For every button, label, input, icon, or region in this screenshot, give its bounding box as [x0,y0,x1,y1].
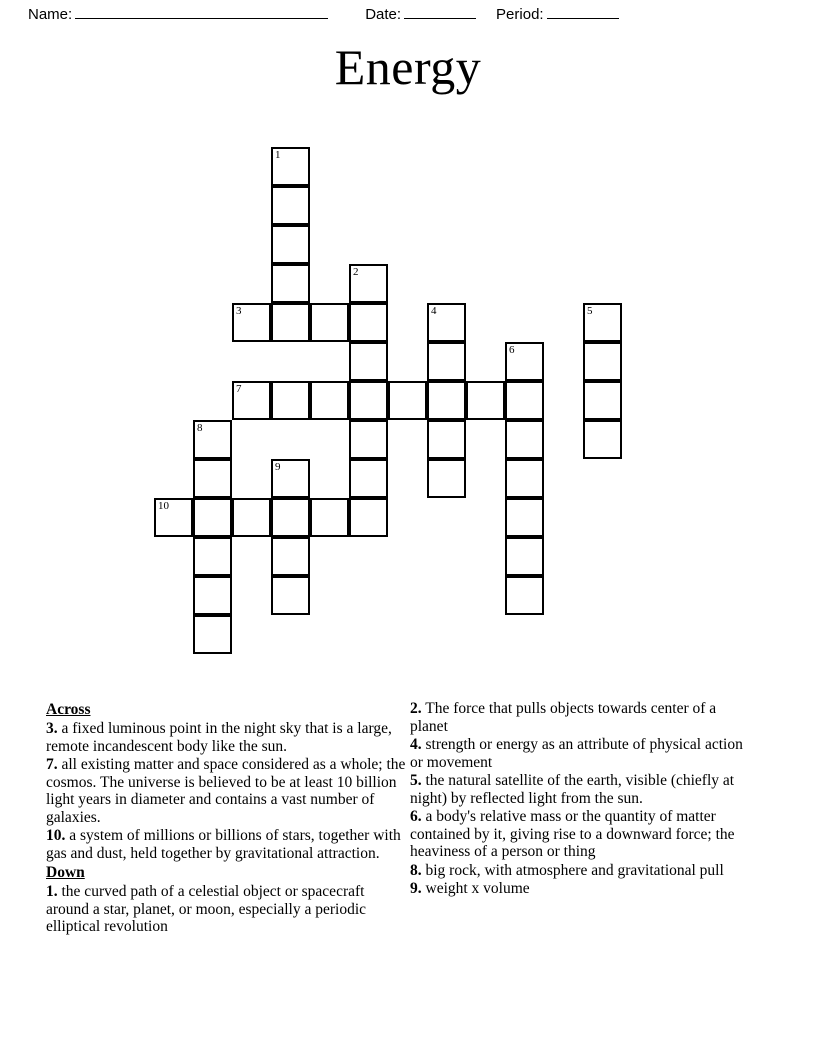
clue-number: 5. [410,772,422,789]
clue-body: all existing matter and space considered as a whole; the cosmos. The universe is believed to be at least 10 billion light years in diameter and contains a vast number of galaxies. [46,756,406,826]
crossword-cell[interactable] [271,264,310,303]
across-heading: Across [46,701,91,718]
crossword-cell[interactable] [271,381,310,420]
clue-number: 6. [410,808,422,825]
clue-body: a system of millions or billions of stars, together with gas and dust, held together by gravitational attraction. [46,827,401,862]
crossword-cell-start-5[interactable] [583,303,622,342]
cell-number-10: 10 [158,500,169,512]
clue-body: weight x volume [421,880,530,897]
crossword-cell-start-2[interactable] [349,264,388,303]
crossword-cell[interactable] [427,459,466,498]
clue-down-4 [410,736,755,771]
clue-down-1 [46,883,406,936]
clues-section [0,700,816,1000]
cell-number-1: 1 [275,149,281,161]
crossword-cell[interactable] [193,459,232,498]
clue-down-8 [410,862,755,880]
clue-body: the natural satellite of the earth, visible (chiefly at night) by reflected light from the sun. [410,772,735,807]
crossword-cell[interactable] [310,303,349,342]
crossword-cell[interactable] [193,615,232,654]
crossword-cell-start-7[interactable] [232,381,271,420]
crossword-cell[interactable] [193,537,232,576]
crossword-cell[interactable] [466,381,505,420]
clue-across-3 [46,720,406,755]
crossword-cell[interactable] [271,186,310,225]
cell-number-6: 6 [509,344,515,356]
clue-number: 8. [410,861,422,879]
crossword-cell[interactable] [427,342,466,381]
clue-number: 9. [410,880,422,897]
crossword-cell[interactable] [349,303,388,342]
clue-down-9 [410,880,755,898]
cell-number-4: 4 [431,305,437,317]
crossword-cell-start-1[interactable] [271,147,310,186]
crossword-cell[interactable] [271,303,310,342]
crossword-cell[interactable] [193,576,232,615]
crossword-cell[interactable] [349,420,388,459]
cell-number-8: 8 [197,422,203,434]
crossword-cell[interactable] [271,225,310,264]
cell-number-7: 7 [236,383,242,395]
crossword-cell[interactable] [583,381,622,420]
clues-column-left [46,700,406,937]
crossword-cell[interactable] [583,420,622,459]
clue-across-7 [46,756,406,826]
crossword-cell[interactable] [427,420,466,459]
crossword-cell[interactable] [271,498,310,537]
cell-number-3: 3 [236,305,242,317]
down-heading: Down [46,864,85,881]
clue-down-6 [410,808,755,861]
crossword-cell[interactable] [271,537,310,576]
crossword-cell-start-8[interactable] [193,420,232,459]
clue-number: 4. [410,736,422,753]
clue-body: a body's relative mass or the quantity of matter contained by it, giving rise to a downward force; the heaviness of a person or thing [410,808,735,860]
crossword-cell[interactable] [349,459,388,498]
clue-body: a fixed luminous point in the night sky that is a large, remote incandescent body like the sun. [46,720,392,755]
crossword-cell[interactable] [388,381,427,420]
clue-body: strength or energy as an attribute of physical action or movement [410,736,743,771]
crossword-cell[interactable] [505,381,544,420]
clue-number: 7. [46,756,58,773]
crossword-cell[interactable] [349,342,388,381]
crossword-cell-start-10[interactable] [154,498,193,537]
clue-body: The force that pulls objects towards center of a planet [410,700,717,735]
cell-number-2: 2 [353,266,359,278]
crossword-cell[interactable] [505,420,544,459]
clue-down-5 [410,772,755,807]
crossword-cell[interactable] [310,381,349,420]
clue-number: 2. [410,700,422,717]
crossword-cell[interactable] [427,381,466,420]
crossword-cell[interactable] [193,498,232,537]
crossword-cell-start-6[interactable] [505,342,544,381]
page-title: Energy [334,39,482,95]
period-label: Period: [496,6,544,23]
clue-number: 3. [46,720,58,737]
crossword-cell-start-9[interactable] [271,459,310,498]
crossword-cell[interactable] [505,537,544,576]
name-label: Name: [28,6,73,23]
crossword-cell[interactable] [349,381,388,420]
crossword-cell[interactable] [583,342,622,381]
crossword-cell[interactable] [505,459,544,498]
crossword-cell[interactable] [310,498,349,537]
cell-number-9: 9 [275,461,281,473]
crossword-cell-start-4[interactable] [427,303,466,342]
clues-column-right [410,700,755,899]
clue-number: 1. [46,883,58,900]
crossword-cell[interactable] [349,498,388,537]
cell-number-5: 5 [587,305,593,317]
crossword-cell[interactable] [271,576,310,615]
clue-body: the curved path of a celestial object or spacecraft around a star, planet, or moon, especially a periodic elliptical revolution [46,883,367,935]
clue-number: 10. [46,827,66,844]
crossword-cell[interactable] [505,498,544,537]
crossword-cell-start-3[interactable] [232,303,271,342]
crossword-cell[interactable] [505,576,544,615]
clue-down-2 [410,700,755,735]
clue-body: big rock, with atmosphere and gravitational pull [421,861,724,879]
crossword-cell[interactable] [232,498,271,537]
date-label: Date: [365,6,402,23]
clue-across-10 [46,827,406,862]
